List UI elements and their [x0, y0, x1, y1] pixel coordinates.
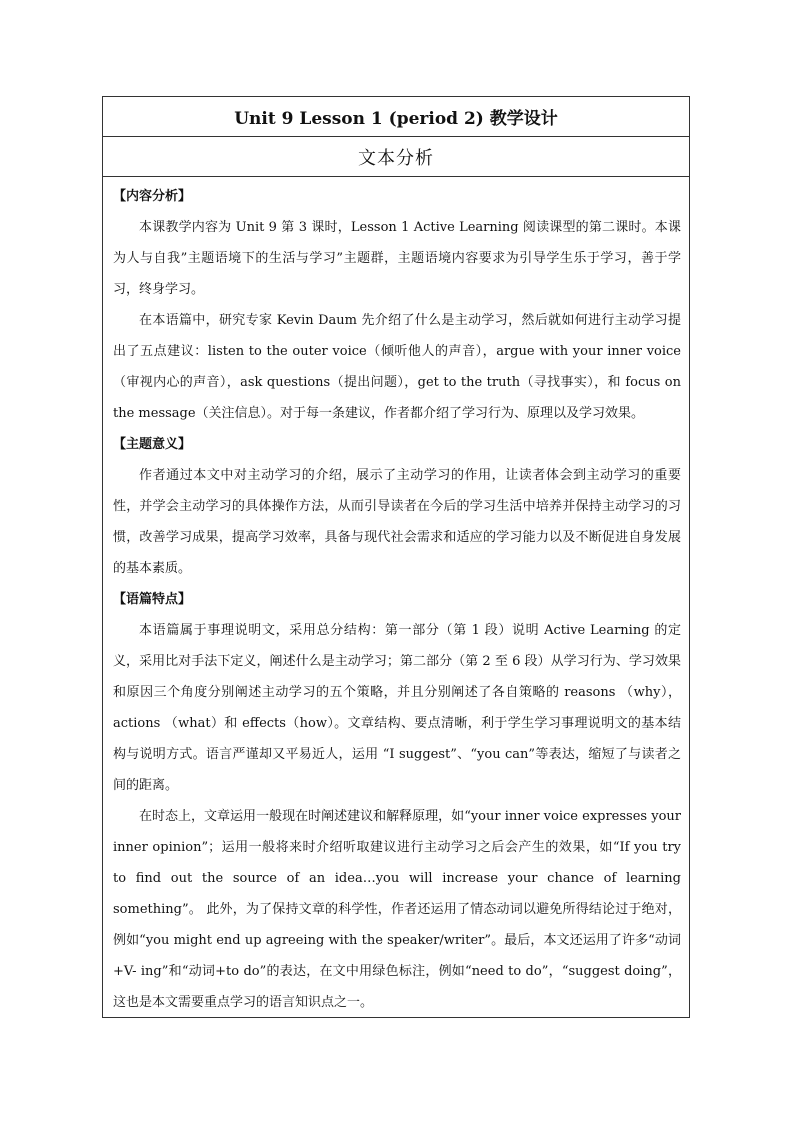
content-analysis-paragraph: 在本语篇中，研究专家 Kevin Daum 先介绍了什么是主动学习，然后就如何进行主动学习提出了五点建议：listen to the outer voice（倾听他人的声音），argue with your inner voice（审视内心的声音），ask questions（提出问题），get to the truth（寻找事实），和 focus on the message（关注信息）。对于每一条建议，作者都介绍了学习行为、原理以及学习效果。: [113, 313, 681, 421]
discourse-features-paragraph: 本语篇属于事理说明文，采用总分结构：第一部分（第 1 段）说明 Active Learning 的定义，采用比对手法下定义，阐述什么是主动学习；第二部分（第 2 至 6 段）从学习行为、学习效果和原因三个角度分别阐述主动学习的五个策略，并且分别阐述了各自策略的 reasons （why），actions （what）和 effects（how）。文章结构、要点清晰，利于学生学习事理说明文的基本结构与说明方式。语言严谨却又平易近人，运用 “I suggest”、“you can”等表达，缩短了与读者之间的距离。: [113, 623, 681, 793]
discourse-features-paragraph: 在时态上，文章运用一般现在时阐述建议和解释原理，如“your inner voice expresses your inner opinion”；运用一般将来时介绍听取建议进行主动学习之后会产生的效果，如“If you try to find out the source of an idea…you will increase your chance of learning something”。 此外，为了保持文章的科学性，作者还运用了情态动词以避免所得结论过于绝对，例如“you might end up agreeing with the speaker/writer”。最后，本文还运用了许多“动词+V- ing”和“动词+to do”的表达，在文中用绿色标注，例如“need to do”，“suggest doing”，这也是本文需要重点学习的语言知识点之一。: [113, 809, 681, 1010]
theme-significance-heading: 【主题意义】: [113, 437, 192, 452]
text-analysis-content: [103, 177, 689, 1018]
section-title: 文本分析: [103, 137, 689, 177]
content-analysis-heading: 【内容分析】: [113, 189, 192, 204]
theme-significance-paragraph: 作者通过本文中对主动学习的介绍，展示了主动学习的作用，让读者体会到主动学习的重要性，并学会主动学习的具体操作方法，从而引导读者在今后的学习生活中培养并保持主动学习的习惯，改善学习成果，提高学习效率，具备与现代社会需求和适应的学习能力以及不断促进自身发展的基本素质。: [113, 468, 681, 576]
content-analysis-paragraph: 本课教学内容为 Unit 9 第 3 课时，Lesson 1 Active Learning 阅读课型的第二课时。本课为人与自我”主题语境下的生活与学习”主题群，主题语境内容要求为引导学生乐于学习，善于学习，终身学习。: [113, 220, 681, 297]
document-title: Unit 9 Lesson 1 (period 2) 教学设计: [103, 97, 689, 137]
discourse-features-heading: 【语篇特点】: [113, 592, 192, 607]
lesson-plan-table: [102, 96, 690, 1018]
